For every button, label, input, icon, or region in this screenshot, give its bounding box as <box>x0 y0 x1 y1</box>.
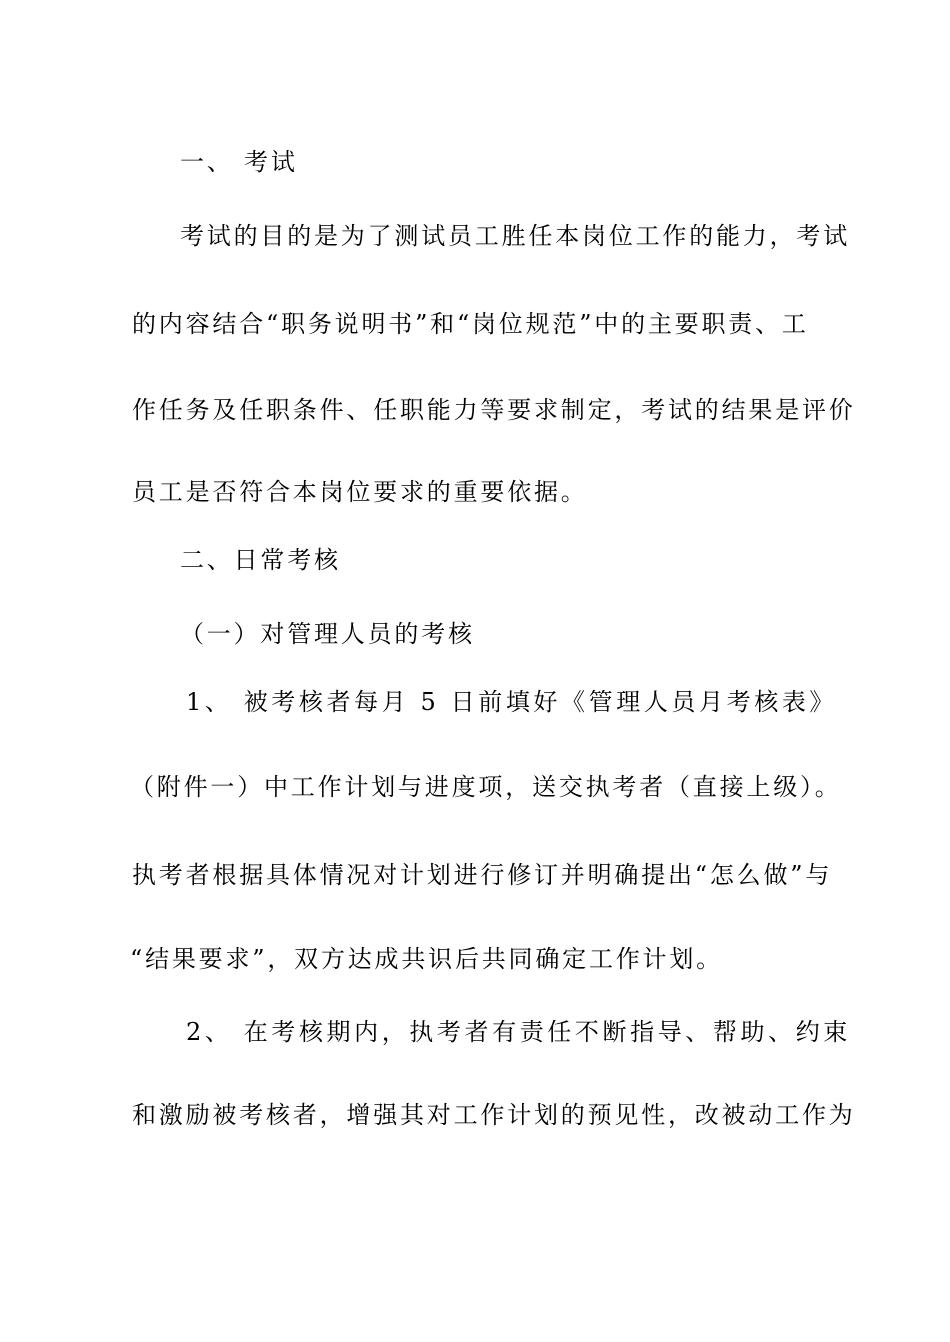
section-heading-daily-assessment: 二、日常考核 <box>180 546 341 574</box>
section-heading-exam: 一、 考试 <box>180 148 298 176</box>
paragraph-line: 的内容结合“职务说明书”和“岗位规范”中的主要职责、工 <box>132 310 809 338</box>
list-item-1-line: 执考者根据具体情况对计划进行修订并明确提出“怎么做”与 <box>132 861 833 889</box>
list-item-1-line: “结果要求”，双方达成共识后共同确定工作计划。 <box>130 945 723 973</box>
list-item-1-line: （附件一）中工作计划与进度项，送交执考者（直接上级）。 <box>130 773 842 801</box>
paragraph-line: 作任务及任职条件、任职能力等要求制定，考试的结果是评价 <box>132 396 856 424</box>
subsection-heading-managers: （一）对管理人员的考核 <box>180 620 475 648</box>
paragraph-line: 员工是否符合本岗位要求的重要依据。 <box>132 478 588 506</box>
list-item-2-line: 2、 在考核期内，执考者有责任不断指导、帮助、约束 <box>186 1018 851 1046</box>
list-item-1-line: 1、 被考核者每月 5 日前填好《管理人员月考核表》 <box>186 688 838 716</box>
list-item-2-line: 和激励被考核者，增强其对工作计划的预见性，改被动工作为 <box>132 1101 856 1129</box>
paragraph-line: 考试的目的是为了测试员工胜任本岗位工作的能力，考试 <box>180 222 850 250</box>
